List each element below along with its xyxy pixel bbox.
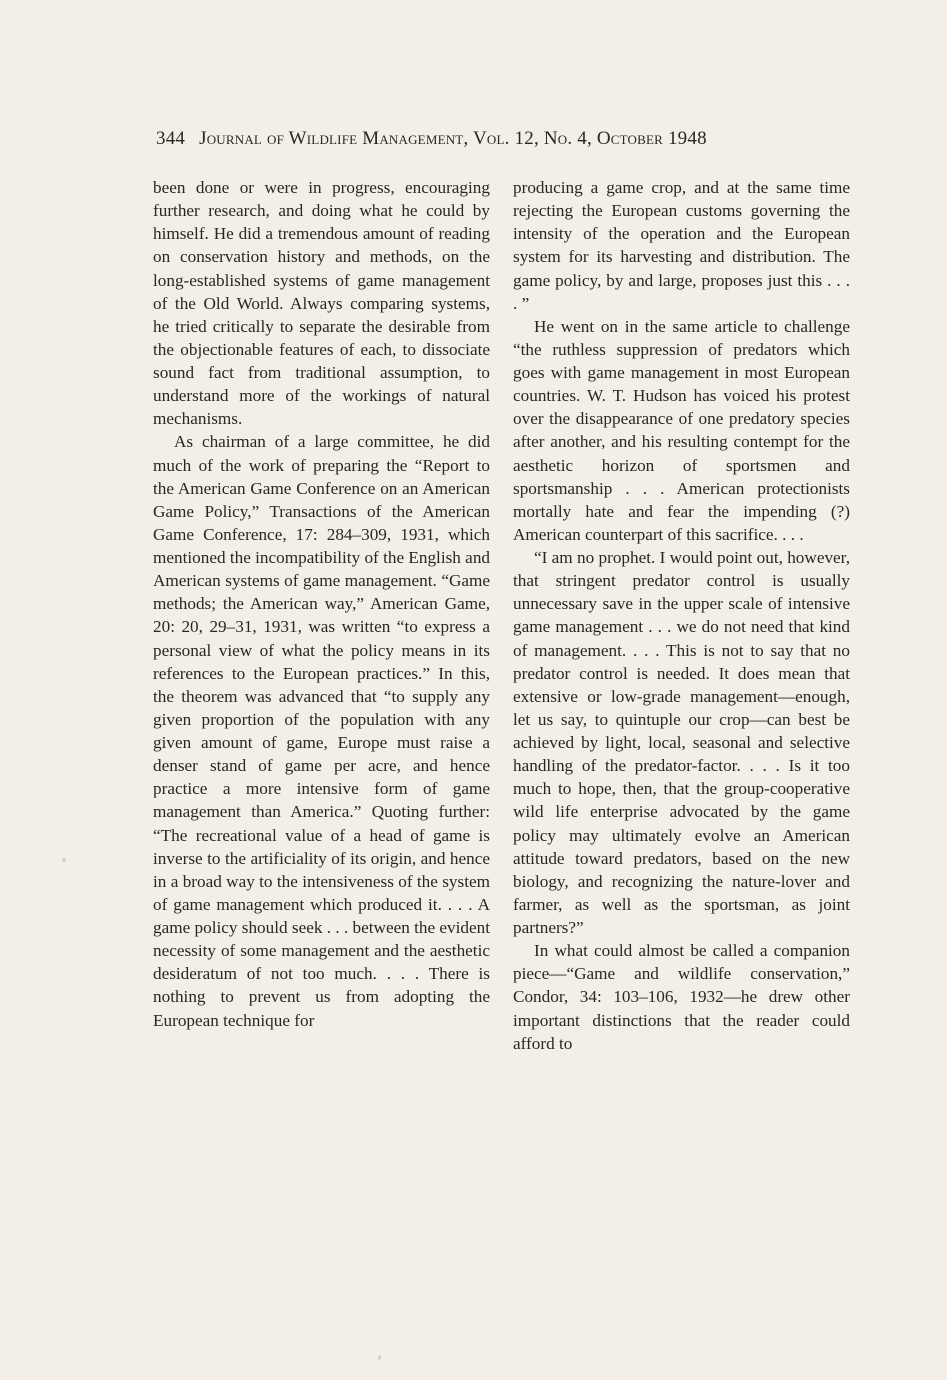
right-column (513, 176, 850, 1055)
paragraph: He went on in the same article to challenge “the ruthless suppression of predators which goes with game management in most European countries. W. T. Hudson has voiced his protest over the disappearance of one predatory species after another, and his resulting contempt for the aesthetic horizon of sportsmen and sportsmanship . . . American protectionists mortally hate and fear the impending (?) American counterpart of this sacrifice. . . . (513, 316, 850, 544)
paragraph: In what could almost be called a companion piece—“Game and wildlife conservation,” Condor, 34: 103–106, 1932—he drew other important distinctions that the reader could afford to (513, 941, 850, 1053)
paper-speck (62, 858, 66, 862)
page-header (156, 128, 816, 154)
running-head: Journal of Wildlife Management, Vol. 12, No. 4, October 1948 (199, 128, 707, 149)
paper-speck (378, 1355, 381, 1360)
paragraph: been done or were in progress, encouraging further research, and doing what he could by himself. He did a tremendous amount of reading on conservation history and methods, on the long-established systems of game management of the Old World. Always comparing systems, he tried critically to separate the desirable from the objectionable features of each, to dissociate sound fact from traditional assumption, to understand more of the workings of natural mechanisms. (153, 178, 490, 429)
paragraph: As chairman of a large committee, he did much of the work of preparing the “Report to the American Game Conference on an American Game Policy,” Transactions of the American Game Conference, 17: 284–309, 1931, which mentioned the incompatibility of the English and American systems of game management. “Game methods; the American way,” American Game, 20: 20, 29–31, 1931, was written “to express a personal view of what the policy means in its references to the European practices.” In this, the theorem was advanced that “to supply any given proportion of the population with any given amount of game, Europe must raise a denser stand of game per acre, and hence practice a more intensive form of game management than America.” Quoting further: “The recreational value of a head of game is inverse to the artificiality of its origin, and hence in a broad way to the intensiveness of the system of game management which produced it. . . . A game policy should seek . . . between the evident necessity of some management and the aesthetic desideratum of not too much. . . . There is nothing to prevent us from adopting the European technique for (153, 432, 491, 1030)
paragraph: producing a game crop, and at the same time rejecting the European customs governing the intensity of the operation and the European system for its harvesting and distribution. The game policy, by and large, proposes just this . . . . ” (513, 178, 850, 313)
paragraph: “I am no prophet. I would point out, however, that stringent predator control is usually unnecessary save in the upper scale of intensive game management . . . we do not need that kind of management. . . . This is not to say that no predator control is needed. It does mean that extensive or low-grade management—enough, let us say, to quintuple our crop—can best be achieved by light, local, seasonal and selective handling of the predator-factor. . . . Is it too much to hope, then, that the group-cooperative wild life enterprise advocated by the game policy may ultimately evolve an American attitude toward predators, based on the new biology, and recognizing the nature-lover and farmer, as well as the sportsman, as joint partners?” (513, 548, 850, 937)
left-column (153, 176, 490, 1032)
page-number: 344 (156, 128, 186, 149)
